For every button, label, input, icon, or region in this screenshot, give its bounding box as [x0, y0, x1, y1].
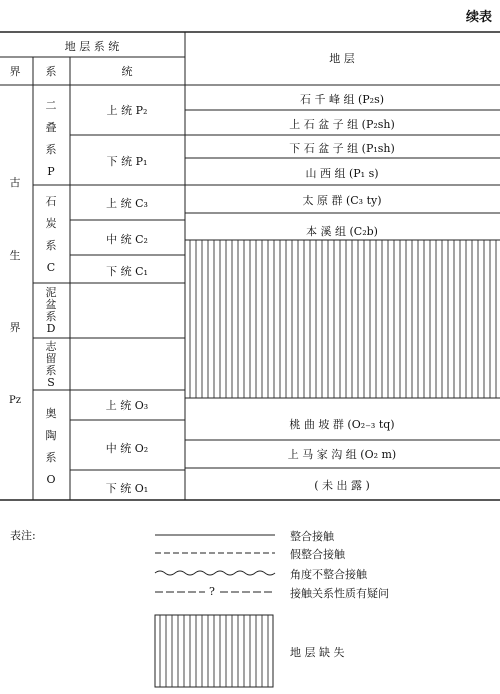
series-o1: 下 统 O₁ [105, 482, 149, 495]
strata-row: 太 原 群 (C₃ ty) [302, 194, 382, 207]
system-silurian: 志 留 系 S [45, 340, 57, 389]
system-permian: 二 叠 系 P [45, 99, 57, 178]
strata-row: 山 西 组 (P₁ s) [305, 167, 379, 180]
strata-row: 石 千 峰 组 (P₂s) [299, 93, 385, 106]
series-p1: 下 统 P₁ [106, 155, 148, 168]
series-p2: 上 统 P₂ [106, 104, 148, 117]
system-ordovician: 奥 陶 系 O [45, 407, 57, 486]
legend-angular-unconformity: 角度不整合接触 [290, 568, 367, 581]
series-c3: 上 统 C₃ [106, 197, 148, 210]
system-carboniferous: 石 炭 系 C [45, 195, 57, 274]
strata-row: 桃 曲 坡 群 (O₂₋₃ tq) [289, 418, 395, 431]
continued-label: 续表 [465, 10, 492, 25]
header-series: 统 [121, 65, 133, 78]
strata-row: 上 石 盆 子 组 (P₂sh) [289, 118, 395, 131]
era-char: 界 [9, 321, 21, 334]
series-o2: 中 统 O₂ [105, 442, 149, 455]
header-system-group: 地 层 系 统 [64, 40, 120, 53]
header-system: 系 [45, 65, 57, 78]
strata-row: ( 未 出 露 ) [314, 479, 370, 492]
series-c1: 下 统 C₁ [106, 265, 148, 278]
strata-row: 上 马 家 沟 组 (O₂ m) [287, 448, 397, 461]
legend-disconformable: 假整合接触 [290, 548, 345, 561]
strata-row: 下 石 盆 子 组 (P₁sh) [289, 142, 395, 155]
legend-stratigraphic-gap: 地 层 缺 失 [290, 646, 345, 659]
era-char: 古 [9, 176, 21, 189]
era-code: Pz [9, 395, 21, 406]
strata-row: 本 溪 组 (C₂b) [306, 225, 378, 238]
system-devonian: 泥 盆 系 D [45, 286, 57, 335]
header-era: 界 [9, 65, 21, 78]
header-strata: 地 层 [329, 52, 355, 65]
series-c2: 中 统 C₂ [106, 233, 148, 246]
legend-conformable: 整合接触 [290, 530, 334, 543]
question-mark: ? [209, 585, 215, 598]
series-o3: 上 统 O₃ [105, 399, 149, 412]
era-char: 生 [9, 249, 21, 262]
legend-uncertain-contact: 接触关系性质有疑问 [290, 587, 389, 600]
legend-title: 表注: [10, 529, 36, 542]
